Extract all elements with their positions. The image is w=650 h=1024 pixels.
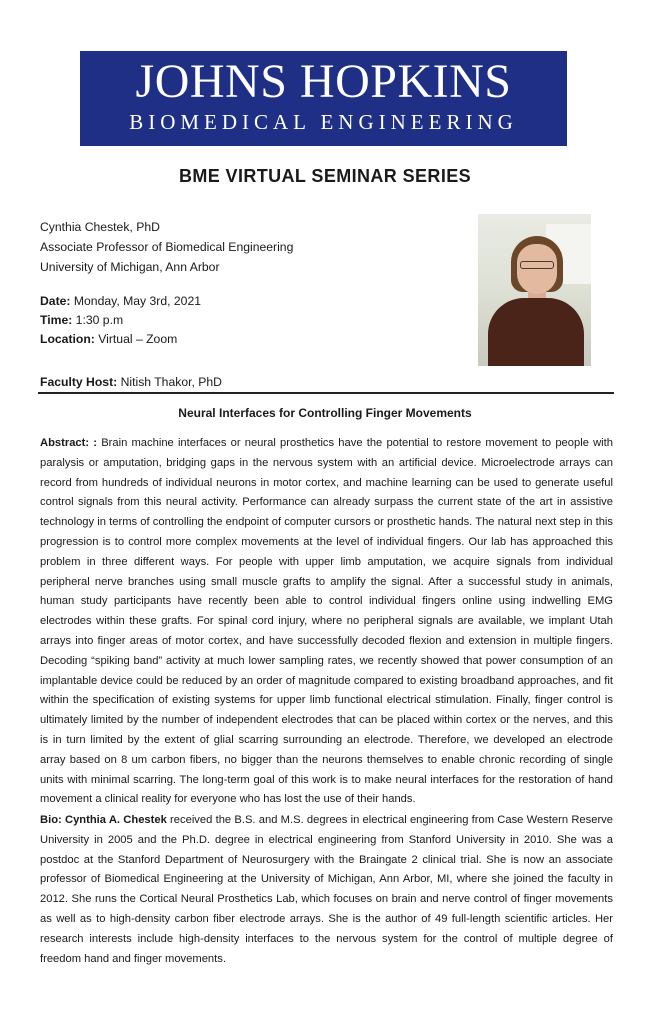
- location-value: Virtual – Zoom: [94, 332, 178, 346]
- date-label: Date:: [40, 294, 71, 308]
- event-location: [40, 330, 201, 349]
- host-value: Nitish Thakor, PhD: [117, 375, 222, 389]
- divider-line: [38, 392, 614, 394]
- logo-line-2: BIOMEDICAL ENGINEERING: [129, 110, 518, 134]
- event-time: [40, 311, 201, 330]
- abstract-label: Abstract: :: [40, 437, 98, 449]
- date-value: Monday, May 3rd, 2021: [70, 294, 202, 308]
- johns-hopkins-bme-logo: [80, 51, 567, 146]
- location-label: Location:: [40, 332, 95, 346]
- abstract-paragraph: [40, 434, 613, 810]
- logo-line-1: JOHNS HOPKINS: [135, 55, 512, 108]
- speaker-name: Cynthia Chestek, PhD: [40, 220, 160, 234]
- event-details: [40, 292, 201, 349]
- faculty-host: [40, 373, 222, 391]
- bio-text: received the B.S. and M.S. degrees in electrical engineering from Case Western Reserve University in 2005 and the Ph.D. degree in electrical engineering from Stanford University in 2010. She was a postdoc at the Stanford Department of Neurosurgery with the Braingate 2 clinical trial. She is now an associate professor of Biomedical Engineering at the University of Michigan, Ann Arbor, MI, where she joined the faculty in 2012. She runs the Cortical Neural Prosthetics Lab, which focuses on brain and nerve control of finger movements as well as to high-density carbon fiber electrode arrays. She is the author of 49 full-length scientific articles. Her research interests include high-density interfaces to the nervous system for the control of multiple degree of freedom hand and finger movements.: [40, 814, 613, 965]
- host-label: Faculty Host:: [40, 375, 118, 389]
- speaker-info: [40, 217, 293, 277]
- time-value: 1:30 p.m: [72, 313, 124, 327]
- bio-paragraph: [40, 811, 613, 969]
- event-date: [40, 292, 201, 311]
- speaker-position: Associate Professor of Biomedical Engineering: [40, 240, 294, 254]
- speaker-institution: University of Michigan, Ann Arbor: [40, 260, 220, 274]
- abstract-text: Brain machine interfaces or neural prosthetics have the potential to restore movement to people with paralysis or amputation, bridging gaps in the nervous system with an artificial device. Microelectrode arrays can record from hundreds of individual neurons in motor cortex, and machine learning can be used to generate useful control signals from this neural activity. Performance can already surpass the current state of the art in assistive technology in terms of controlling the endpoint of computer cursors or prosthetic hands. The natural next step in this progression is to control more complex movements at the level of individual fingers. Our lab has approached this problem in three different ways. For people with upper limb amputation, we acquire signals from individual peripheral nerve branches using small muscle grafts to amplify the signal. After a successful study in animals, human study participants have recently been able to control individual fingers online using indwelling EMG electrodes within these grafts. For spinal cord injury, where no peripheral signals are available, we implant Utah arrays into finger areas of motor cortex, and have successfully decoded flexion and extension in multiple fingers. Decoding “spiking band” activity at much lower sampling rates, we recently showed that power consumption of an implantable device could be reduced by an order of magnitude compared to existing broadband approaches, and fit within the specification of existing systems for upper limb functional electrical stimulation. Finally, finger control is ultimately limited by the number of independent electrodes that can be placed within cortex or the nerves, and this is in turn limited by the extent of glial scarring surrounding an electrode. Therefore, we developed an electrode array based on 8 um carbon fibers, no bigger than the neurons themselves to enable chronic recording of single units with minimal scarring. The long-term goal of this work is to make neural interfaces for the restoration of hand movement a clinical reality for everyone who has lost the use of their hands.: [40, 437, 613, 806]
- bio-label: Bio: Cynthia A. Chestek: [40, 814, 167, 826]
- speaker-photo: [478, 214, 591, 366]
- time-label: Time:: [40, 313, 73, 327]
- talk-title: Neural Interfaces for Controlling Finger Movements: [178, 406, 472, 420]
- seminar-series-title: BME VIRTUAL SEMINAR SERIES: [178, 166, 472, 186]
